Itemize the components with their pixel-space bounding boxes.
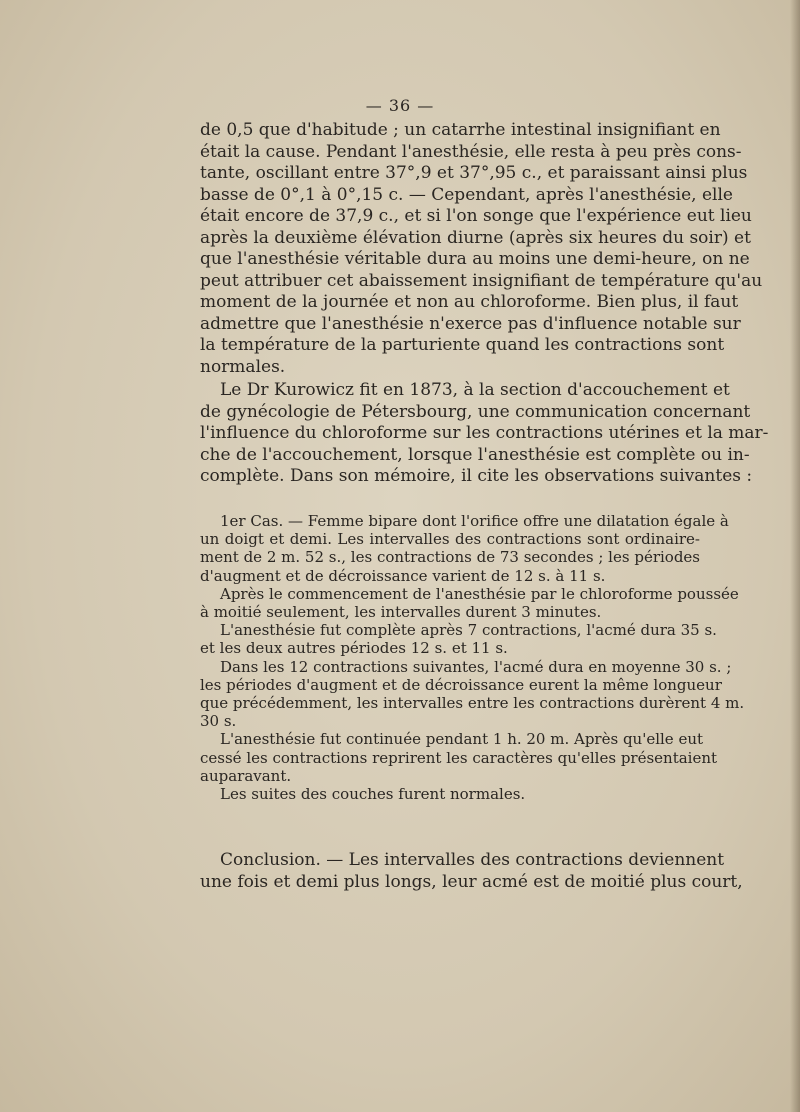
paragraph-conclusion — [200, 850, 743, 893]
text-line: basse de 0°,1 à 0°,15 c. — Cependant, après l'anesthésie, elle — [200, 184, 733, 205]
text-line: 1er Cas. — Femme bipare dont l'orifice offre une dilatation égale à — [220, 512, 729, 530]
text-line: Les suites des couches furent normales. — [220, 785, 526, 804]
case-observation — [200, 512, 745, 804]
text-line: peut attribuer cet abaissement insignifiant de température qu'au — [200, 270, 763, 291]
text-line: admettre que l'anesthésie n'exerce pas d'influence notable sur — [200, 313, 741, 334]
text-line: une fois et demi plus longs, leur acmé est de moitié plus court, — [200, 871, 743, 892]
text-line: cessé les contractions reprirent les caractères qu'elles présentaient — [200, 748, 718, 767]
text-line: de 0,5 que d'habitude ; un catarrhe intestinal insignifiant en — [200, 120, 721, 140]
text-line: que l'anesthésie véritable dura au moins une demi-heure, on ne — [200, 249, 750, 269]
text-line: les périodes d'augment et de décroissance eurent la même longueur — [200, 675, 722, 694]
text-line: Conclusion. — Les intervalles des contractions deviennent — [220, 850, 725, 870]
paragraph-temperature — [200, 120, 763, 378]
paragraph-kurowicz — [200, 380, 769, 488]
text-line: la température de la parturiente quand les contractions sont — [200, 335, 725, 355]
text-line: L'anesthésie fut complète après 7 contractions, l'acmé dura 35 s. — [220, 621, 717, 640]
text-line: tante, oscillant entre 37°,9 et 37°,95 c., et paraissant ainsi plus — [200, 163, 748, 183]
text-line: che de l'accouchement, lorsque l'anesthésie est complète ou in- — [200, 444, 750, 465]
text-line: moment de la journée et non au chloroforme. Bien plus, il faut — [200, 292, 739, 312]
text-line: de gynécologie de Pétersbourg, une communication concernant — [200, 401, 751, 422]
text-line: 30 s. — [200, 712, 237, 731]
text-line: d'augment et de décroissance varient de 12 s. à 11 s. — [200, 566, 606, 585]
text-line: un doigt et demi. Les intervalles des contractions sont ordinaire- — [200, 530, 700, 549]
text-line: et les deux autres périodes 12 s. et 11 s. — [200, 639, 508, 658]
text-line: auparavant. — [200, 766, 292, 785]
text-line: Après le commencement de l'anesthésie par le chloroforme poussée — [220, 584, 739, 603]
page-number: — 36 — — [365, 96, 435, 115]
text-line: était la cause. Pendant l'anesthésie, elle resta à peu près cons- — [200, 141, 742, 162]
text-line: à moitié seulement, les intervalles durent 3 minutes. — [200, 603, 602, 622]
page-edge-shadow — [790, 0, 800, 1112]
text-line: que précédemment, les intervalles entre les contractions durèrent 4 m. — [200, 694, 745, 713]
text-line: était encore de 37,9 c., et si l'on songe que l'expérience eut lieu — [200, 206, 752, 226]
text-line: Dans les 12 contractions suivantes, l'acmé dura en moyenne 30 s. ; — [220, 657, 732, 676]
text-line: l'influence du chloroforme sur les contractions utérines et la mar- — [200, 423, 769, 443]
text-line: L'anesthésie fut continuée pendant 1 h. 20 m. Après qu'elle eut — [220, 730, 704, 749]
text-line: Le Dr Kurowicz fit en 1873, à la section d'accouchement et — [220, 380, 730, 400]
text-line: après la deuxième élévation diurne (après six heures du soir) et — [200, 227, 751, 248]
text-line: complète. Dans son mémoire, il cite les observations suivantes : — [200, 466, 753, 486]
text-line: normales. — [200, 356, 286, 377]
text-line: ment de 2 m. 52 s., les contractions de 73 secondes ; les périodes — [200, 548, 700, 567]
